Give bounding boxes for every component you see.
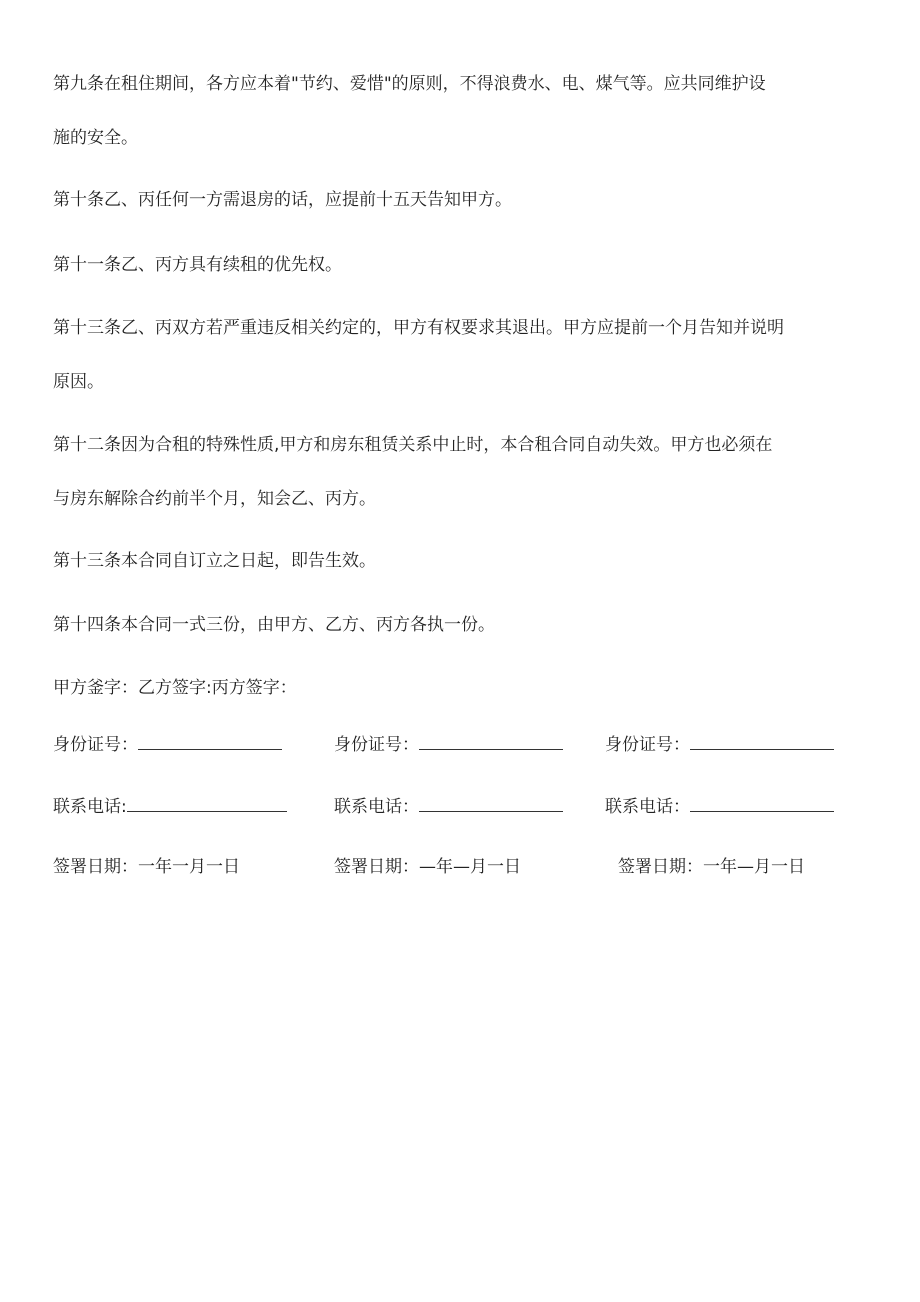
phone-label: 联系电话: — [53, 797, 127, 817]
blank-line — [690, 793, 834, 812]
clause-10: 第十条乙、丙任何一方需退房的话，应提前十五天告知甲方。 — [53, 190, 512, 210]
clause-14: 第十四条本合同一式三份，由甲方、乙方、丙方各执一份。 — [53, 615, 495, 635]
clause-12-line-1: 第十二条因为合租的特殊性质,甲方和房东租赁关系中止时，本合租合同自动失效。甲方也必须在 — [53, 435, 773, 455]
blank-line — [419, 793, 563, 812]
clause-9-line-1: 第九条在租住期间，各方应本着"节约、爱惜"的原则，不得浪费水、电、煤气等。应共同维护设 — [53, 74, 766, 94]
clause-12-line-2: 与房东解除合约前半个月，知会乙、丙方。 — [53, 489, 376, 509]
party-a-phone-field — [53, 793, 287, 818]
clause-13a-line-1: 第十三条乙、丙双方若严重违反相关约定的，甲方有权要求其退出。甲方应提前一个月告知并说明 — [53, 318, 784, 338]
party-a-id-field — [53, 731, 282, 756]
id-label: 身份证号： — [334, 735, 419, 755]
id-label: 身份证号： — [605, 735, 690, 755]
party-b-phone-field — [334, 793, 563, 818]
clause-13a-line-2: 原因。 — [53, 372, 104, 392]
clause-9-line-2: 施的安全。 — [53, 128, 138, 148]
blank-line — [419, 731, 563, 750]
blank-line — [690, 731, 834, 750]
party-b-sign-date: 签署日期：—年—月一日 — [334, 857, 521, 877]
party-c-id-field — [605, 731, 834, 756]
id-label: 身份证号： — [53, 735, 138, 755]
signature-header: 甲方釜字：乙方签字:丙方签字： — [53, 678, 297, 698]
party-a-sign-date: 签署日期：一年一月一日 — [53, 857, 240, 877]
clause-11: 第十一条乙、丙方具有续租的优先权。 — [53, 255, 342, 275]
party-c-sign-date: 签署日期：一年—月一日 — [618, 857, 805, 877]
party-b-id-field — [334, 731, 563, 756]
blank-line — [127, 793, 287, 812]
party-c-phone-field — [605, 793, 834, 818]
phone-label: 联系电话： — [605, 797, 690, 817]
clause-13b: 第十三条本合同自订立之日起，即告生效。 — [53, 551, 376, 571]
blank-line — [138, 731, 282, 750]
phone-label: 联系电话： — [334, 797, 419, 817]
